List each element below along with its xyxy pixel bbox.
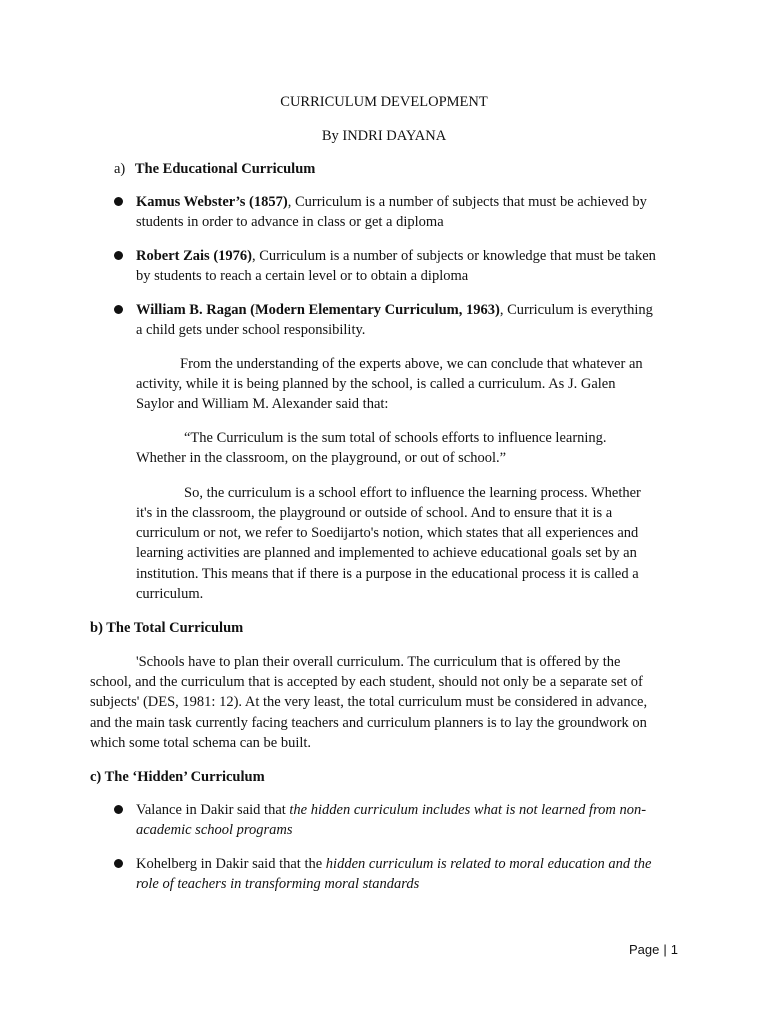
paragraph-line: and the main task currently facing teachers and curriculum planners is to lay the groundwork on xyxy=(90,715,647,731)
bullet-a2-line1 xyxy=(136,246,656,266)
bullet-a2-source: Robert Zais (1976) xyxy=(136,248,252,264)
paragraph-line: school, and the curriculum that is accepted by each student, should not only be a separate set of xyxy=(90,674,643,690)
bullet-c1-italic-cont: academic school programs xyxy=(136,822,293,838)
bullet-a1-line2: students in order to advance in class or get a diploma xyxy=(136,214,444,230)
section-c-title: c) The ‘Hidden’ Curriculum xyxy=(90,769,265,785)
page-footer xyxy=(629,940,678,960)
page-separator: | xyxy=(663,942,667,957)
bullet-icon xyxy=(114,805,123,814)
bullet-a1-line1 xyxy=(136,192,647,212)
bullet-icon xyxy=(114,197,123,206)
document-title: CURRICULUM DEVELOPMENT xyxy=(280,94,488,110)
section-b-title: b) The Total Curriculum xyxy=(90,620,244,636)
bullet-a3-line1 xyxy=(136,300,653,320)
paragraph-line: From the understanding of the experts above, we can conclude that whatever an xyxy=(180,356,643,372)
bullet-c2-line1 xyxy=(136,854,651,874)
bullet-a3-text: , Curriculum is everything xyxy=(499,302,653,318)
bullet-c1-italic: the hidden curriculum includes what is not learned from non- xyxy=(289,802,647,818)
paragraph-line: curriculum. xyxy=(136,586,204,602)
section-a-heading xyxy=(114,159,315,179)
bullet-c2-line2 xyxy=(136,874,419,894)
section-c-heading xyxy=(90,767,265,787)
bullet-a3-source: William B. Ragan (Modern Elementary Curriculum, 1963) xyxy=(136,302,500,318)
bullet-icon xyxy=(114,251,123,260)
quote-line: Whether in the classroom, on the playground, or out of school.” xyxy=(136,450,507,466)
bullet-c2-prefix: Kohelberg in Dakir said that the xyxy=(136,856,326,872)
bullet-icon xyxy=(114,305,123,314)
bullet-icon xyxy=(114,859,123,868)
document-author: By INDRI DAYANA xyxy=(321,128,447,144)
bullet-c2-italic-cont: role of teachers in transforming moral standards xyxy=(136,876,420,892)
paragraph-line: curriculum or not, we refer to Soedijarto's notion, which states that all experiences and xyxy=(136,525,639,541)
bullet-a2-line2: by students to reach a certain level or to obtain a diploma xyxy=(136,268,469,284)
bullet-c1-prefix: Valance in Dakir said that xyxy=(136,802,290,818)
paragraph-line: 'Schools have to plan their overall curriculum. The curriculum that is offered by the xyxy=(136,654,621,670)
bullet-a1-text: , Curriculum is a number of subjects that must be achieved by xyxy=(287,194,647,210)
paragraph-line: So, the curriculum is a school effort to influence the learning process. Whether xyxy=(184,485,641,501)
section-b-heading xyxy=(90,618,243,638)
bullet-c2-italic: hidden curriculum is related to moral education and the xyxy=(325,856,652,872)
bullet-c1-line2 xyxy=(136,820,293,840)
paragraph-line: learning activities are planned and implemented to achieve educational goals set by an xyxy=(136,545,637,561)
section-a-title: The Educational Curriculum xyxy=(134,161,316,177)
bullet-a1-source: Kamus Webster’s (1857) xyxy=(136,194,288,210)
section-a-marker: a) xyxy=(114,161,126,177)
paragraph-line: it's in the classroom, the playground or outside of school. And to ensure that it is a xyxy=(136,505,613,521)
bullet-a2-text: , Curriculum is a number of subjects or knowledge that must be taken xyxy=(252,248,656,264)
page-label: Page xyxy=(629,942,660,957)
paragraph-line: which some total schema can be built. xyxy=(90,735,312,751)
paragraph-line: subjects' (DES, 1981: 12). At the very least, the total curriculum must be considered in advance, xyxy=(90,694,648,710)
paragraph-line: institution. This means that if there is a purpose in the educational process it is called a xyxy=(136,566,639,582)
quote-line: “The Curriculum is the sum total of schools efforts to influence learning. xyxy=(184,430,607,446)
paragraph-line: Saylor and William M. Alexander said that: xyxy=(136,396,389,412)
bullet-c1-line1 xyxy=(136,800,646,820)
paragraph-line: activity, while it is being planned by the school, is called a curriculum. As J. Galen xyxy=(136,376,616,392)
page-number: 1 xyxy=(670,942,678,957)
bullet-a3-line2: a child gets under school responsibility. xyxy=(136,322,366,338)
